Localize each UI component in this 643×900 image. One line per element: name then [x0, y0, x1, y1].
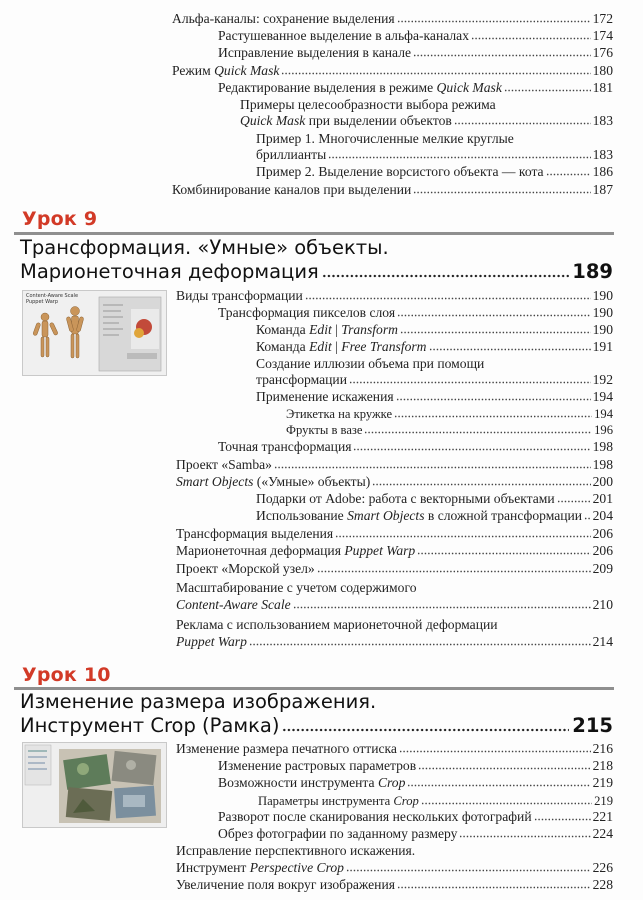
toc-entry: Разворот после сканирования нескольких фотографий 221	[218, 809, 613, 824]
lesson-9-title-line: Марионеточная деформация 189	[20, 260, 613, 283]
toc-entry-line1: Реклама с использованием марионеточной деформации	[176, 617, 498, 632]
toc-entry-line1: Примеры целесообразности выбора режима	[240, 97, 496, 112]
toc-entry: Команда Edit | Free Transform 191	[256, 339, 613, 354]
toc-entry: Команда Edit | Transform 190	[256, 322, 613, 337]
toc-entry: Content-Aware Scale 210	[176, 597, 613, 612]
toc-entry: Фрукты в вазе 196	[286, 423, 613, 437]
toc-entry: Quick Mask при выделении объектов 183	[240, 113, 613, 128]
lesson-10-thumbnail	[22, 742, 167, 828]
toc-entry: Puppet Warp 214	[176, 634, 613, 649]
toc-entry: Виды трансформации 190	[176, 288, 613, 303]
toc-entry-line1: Масштабирование с учетом содержимого	[176, 580, 417, 595]
thumbnail-caption: Puppet Warp	[26, 299, 58, 305]
lesson-9-title: Трансформация. «Умные» объекты.	[20, 236, 389, 259]
toc-entry: Подарки от Adobe: работа с векторными объектами 201	[256, 491, 613, 506]
toc-entry: Растушеванное выделение в альфа-каналах 174	[218, 28, 613, 43]
toc-entry: Этикетка на кружке 194	[286, 407, 613, 421]
toc-entry: Исправление выделения в канале 176	[218, 45, 613, 60]
toc-entry: Инструмент Perspective Crop 226	[176, 860, 613, 875]
toc-entry: Точная трансформация 198	[218, 439, 613, 454]
toc-entry: Применение искажения 194	[256, 389, 613, 404]
toc-entry: Альфа-каналы: сохранение выделения 172	[172, 11, 613, 26]
toc-entry: Режим Quick Mask 180	[172, 63, 613, 78]
toc-entry: Изменение растровых параметров 218	[218, 758, 613, 773]
thumbnail-photos-image	[23, 743, 166, 827]
toc-entry: Трансформация выделения 206	[176, 526, 613, 541]
toc-entry: Трансформация пикселов слоя 190	[218, 305, 613, 320]
lesson-9-label: Урок 9	[22, 208, 98, 230]
thumbnail-caption: Content-Aware Scale	[26, 293, 79, 299]
toc-entry: Комбинирование каналов при выделении 187	[172, 182, 613, 197]
toc-entry-line1: Пример 1. Многочисленные мелкие круглые	[256, 131, 514, 146]
lesson-divider	[14, 232, 614, 235]
lesson-10-label: Урок 10	[22, 664, 111, 686]
toc-entry: Smart Objects («Умные» объекты) 200	[176, 474, 613, 489]
toc-entry: Пример 2. Выделение ворсистого объекта — кота 186	[256, 164, 613, 179]
toc-entry: Обрез фотографии по заданному размеру 224	[218, 826, 613, 841]
toc-entry-line1: Исправление перспективного искажения.	[176, 843, 416, 858]
toc-entry: Параметры инструмента Crop 219	[258, 794, 613, 808]
toc-entry: Марионеточная деформация Puppet Warp 206	[176, 543, 613, 558]
toc-entry: Проект «Samba» 198	[176, 457, 613, 472]
toc-entry: бриллианты 183	[256, 147, 613, 162]
toc-entry: трансформации 192	[256, 372, 613, 387]
toc-entry-line1: Создание иллюзии объема при помощи	[256, 356, 485, 371]
lesson-10-title: Изменение размера изображения.	[20, 690, 377, 713]
lesson-9-thumbnail	[22, 290, 167, 376]
toc-entry: Проект «Морской узел» 209	[176, 561, 613, 576]
lesson-10-title-line: Инструмент Crop (Рамка) 215	[20, 714, 613, 737]
toc-entry: Увеличение поля вокруг изображения 228	[176, 877, 613, 892]
toc-entry: Изменение размера печатного оттиска 216	[176, 741, 613, 756]
toc-entry: Возможности инструмента Crop 219	[218, 775, 613, 790]
toc-entry: Использование Smart Objects в сложной трансформации 204	[256, 508, 613, 523]
toc-entry: Редактирование выделения в режиме Quick Mask 181	[218, 80, 613, 95]
